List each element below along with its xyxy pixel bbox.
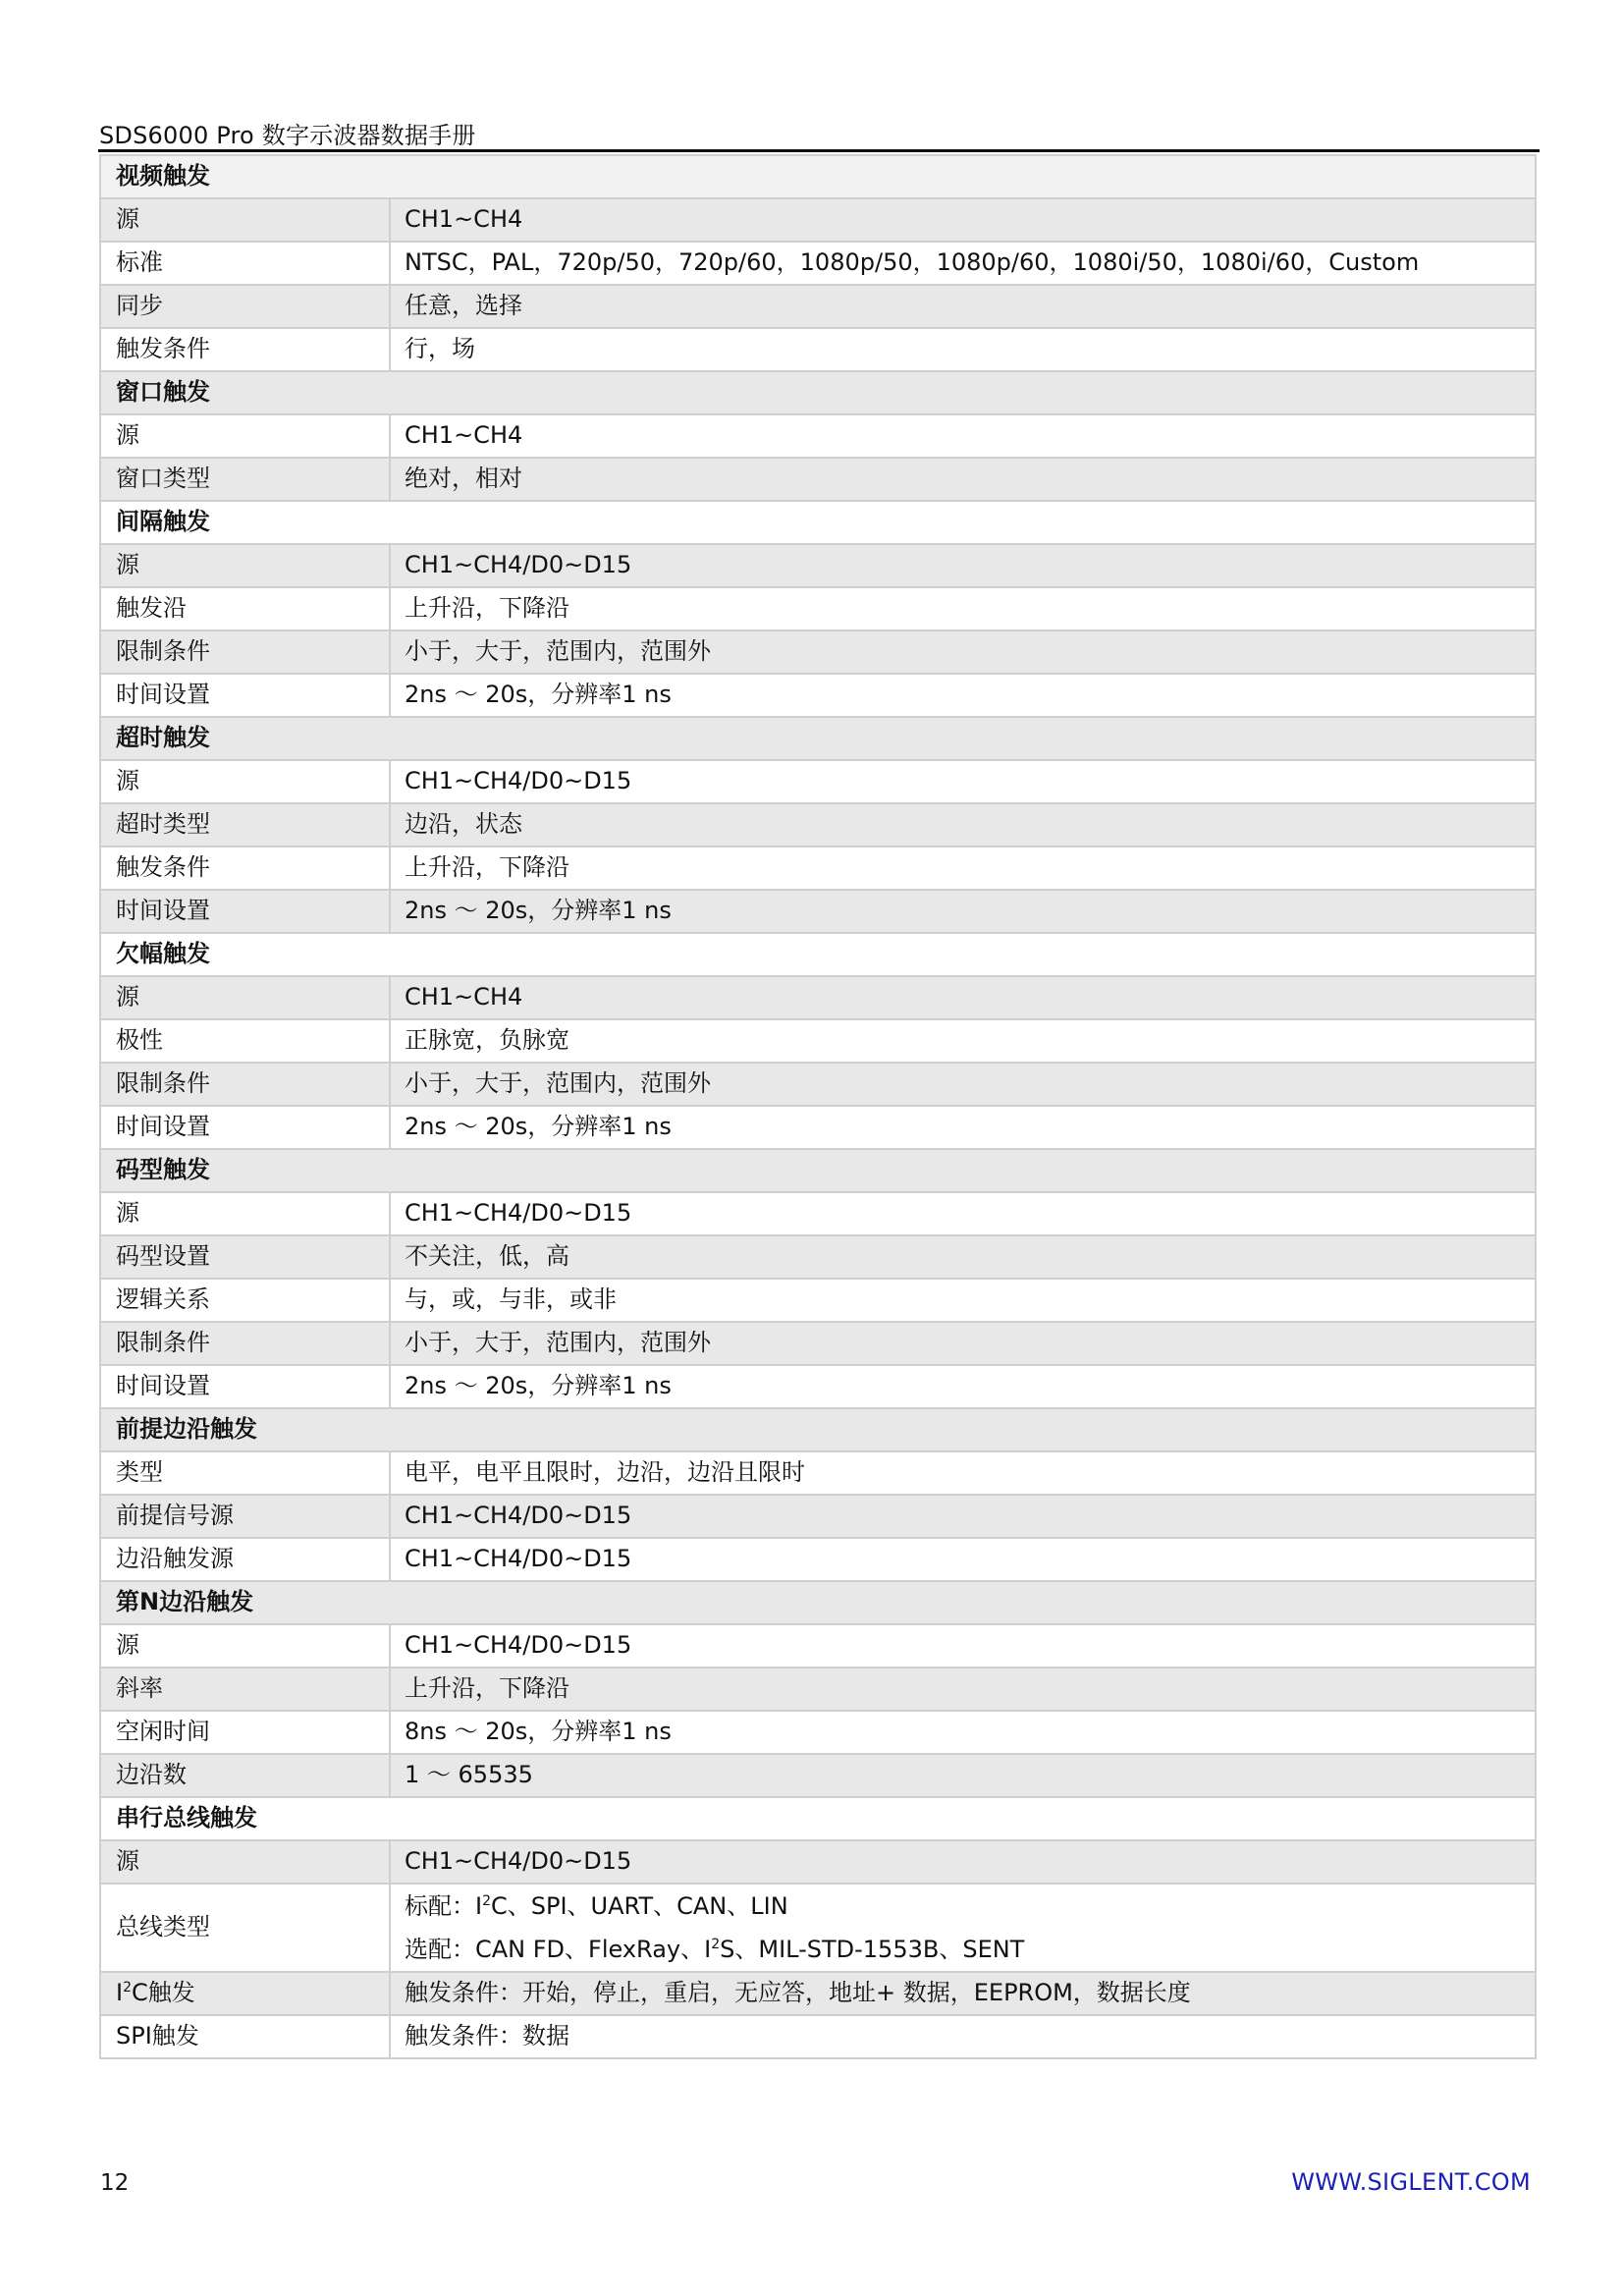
spec-value: 触发条件：开始，停止，重启，无应答，地址+ 数据，EEPROM，数据长度 — [390, 1972, 1536, 2015]
header-divider — [98, 149, 1540, 152]
spec-label: 源 — [100, 1624, 390, 1667]
spec-value: CH1~CH4 — [390, 976, 1536, 1019]
spec-value: 不关注，低，高 — [390, 1235, 1536, 1279]
spec-label: 时间设置 — [100, 674, 390, 717]
standard-bus-types: 标配：$I^2C$、SPI、UART、CAN、LIN — [405, 1892, 788, 1920]
table-row — [100, 414, 1536, 458]
spec-value: 上升沿，下降沿 — [390, 587, 1536, 630]
table-row — [100, 674, 1536, 717]
spec-value: CH1~CH4/D0~D15 — [390, 1840, 1536, 1884]
spec-value: 绝对，相对 — [390, 458, 1536, 501]
section-window-trigger — [100, 371, 1536, 414]
spec-value: CH1~CH4/D0~D15 — [390, 1192, 1536, 1235]
section-interval-trigger — [100, 501, 1536, 544]
spec-label: 边沿触发源 — [100, 1538, 390, 1581]
spec-value: CH1~CH4/D0~D15 — [390, 1495, 1536, 1538]
spec-label: 源 — [100, 1192, 390, 1235]
spec-value: 边沿，状态 — [390, 803, 1536, 847]
section-qualified-edge-trigger — [100, 1408, 1536, 1451]
spec-value: CH1~CH4/D0~D15 — [390, 1538, 1536, 1581]
table-row — [100, 1538, 1536, 1581]
table-row — [100, 1711, 1536, 1754]
table-row — [100, 890, 1536, 933]
spec-label: 窗口类型 — [100, 458, 390, 501]
table-row — [100, 847, 1536, 890]
spec-label: 超时类型 — [100, 803, 390, 847]
spec-label: $I^2C$触发 — [100, 1972, 390, 2015]
spec-label: 源 — [100, 414, 390, 458]
spec-value: NTSC，PAL，720p/50，720p/60，1080p/50，1080p/60，1080i/50，1080i/60，Custom — [390, 242, 1536, 285]
spec-label: 源 — [100, 976, 390, 1019]
spec-label: 码型设置 — [100, 1235, 390, 1279]
spec-label: 源 — [100, 544, 390, 587]
table-row — [100, 587, 1536, 630]
spec-label: 限制条件 — [100, 1063, 390, 1106]
spec-label: 源 — [100, 760, 390, 803]
table-row — [100, 1279, 1536, 1322]
section-title: 间隔触发 — [100, 501, 1536, 544]
table-row — [100, 1192, 1536, 1235]
spec-label: 时间设置 — [100, 890, 390, 933]
document-header: SDS6000 Pro 数字示波器数据手册 — [99, 122, 476, 149]
spec-value: 2ns ～ 20s，分辨率1 ns — [390, 890, 1536, 933]
spec-value: 行，场 — [390, 328, 1536, 371]
table-row — [100, 198, 1536, 242]
table-row — [100, 1754, 1536, 1797]
spec-value: 2ns ～ 20s，分辨率1 ns — [390, 1106, 1536, 1149]
spec-label: 限制条件 — [100, 1322, 390, 1365]
section-serial-bus-trigger — [100, 1797, 1536, 1840]
spec-label: 边沿数 — [100, 1754, 390, 1797]
section-title: 视频触发 — [100, 155, 1536, 198]
table-row — [100, 1884, 1536, 1972]
spec-label: 极性 — [100, 1019, 390, 1063]
table-row — [100, 328, 1536, 371]
spec-label: 空闲时间 — [100, 1711, 390, 1754]
spec-value — [390, 1884, 1536, 1972]
spec-label: 触发条件 — [100, 847, 390, 890]
table-row — [100, 1451, 1536, 1495]
spec-value: 上升沿，下降沿 — [390, 847, 1536, 890]
table-row — [100, 1972, 1536, 2015]
spec-label: 标准 — [100, 242, 390, 285]
spec-value: 电平，电平且限时，边沿，边沿且限时 — [390, 1451, 1536, 1495]
spec-label: 源 — [100, 1840, 390, 1884]
section-runt-trigger — [100, 933, 1536, 976]
spec-label: 时间设置 — [100, 1365, 390, 1408]
table-row — [100, 1667, 1536, 1711]
spec-value: CH1~CH4/D0~D15 — [390, 544, 1536, 587]
table-row — [100, 976, 1536, 1019]
section-title: 超时触发 — [100, 717, 1536, 760]
optional-bus-types: 选配：CAN FD、FlexRay、$I^2S$、MIL-STD-1553B、SENT — [405, 1936, 1025, 1963]
spec-value: 小于，大于，范围内，范围外 — [390, 1322, 1536, 1365]
spec-value: 与，或，与非，或非 — [390, 1279, 1536, 1322]
website-link[interactable]: WWW.SIGLENT.COM — [1291, 2168, 1531, 2196]
spec-value: 小于，大于，范围内，范围外 — [390, 630, 1536, 674]
table-row — [100, 242, 1536, 285]
section-title: 前提边沿触发 — [100, 1408, 1536, 1451]
spec-value: 触发条件：数据 — [390, 2015, 1536, 2058]
spec-value: 2ns ～ 20s，分辨率1 ns — [390, 1365, 1536, 1408]
table-row — [100, 630, 1536, 674]
table-row — [100, 2015, 1536, 2058]
table-row — [100, 1365, 1536, 1408]
trigger-spec-table — [99, 154, 1537, 2059]
table-row — [100, 285, 1536, 328]
table-row — [100, 544, 1536, 587]
spec-value: CH1~CH4/D0~D15 — [390, 1624, 1536, 1667]
spec-label: 类型 — [100, 1451, 390, 1495]
section-video-trigger — [100, 155, 1536, 198]
table-row — [100, 1235, 1536, 1279]
spec-label: 逻辑关系 — [100, 1279, 390, 1322]
spec-label: 时间设置 — [100, 1106, 390, 1149]
spec-label: 源 — [100, 198, 390, 242]
spec-label: 斜率 — [100, 1667, 390, 1711]
spec-value: 8ns ～ 20s，分辨率1 ns — [390, 1711, 1536, 1754]
spec-value: 2ns ～ 20s，分辨率1 ns — [390, 674, 1536, 717]
spec-label: 总线类型 — [100, 1884, 390, 1972]
spec-value: 正脉宽，负脉宽 — [390, 1019, 1536, 1063]
spec-label: 限制条件 — [100, 630, 390, 674]
section-title: 码型触发 — [100, 1149, 1536, 1192]
table-row — [100, 1019, 1536, 1063]
section-title: 欠幅触发 — [100, 933, 1536, 976]
table-row — [100, 1322, 1536, 1365]
table-row — [100, 458, 1536, 501]
page-number: 12 — [100, 2170, 130, 2196]
table-row — [100, 1495, 1536, 1538]
spec-label: 前提信号源 — [100, 1495, 390, 1538]
table-row — [100, 1063, 1536, 1106]
section-pattern-trigger — [100, 1149, 1536, 1192]
section-title: 第N边沿触发 — [100, 1581, 1536, 1624]
spec-value: 上升沿，下降沿 — [390, 1667, 1536, 1711]
spec-label: 同步 — [100, 285, 390, 328]
table-row — [100, 1624, 1536, 1667]
spec-value: CH1~CH4/D0~D15 — [390, 760, 1536, 803]
spec-label: 触发条件 — [100, 328, 390, 371]
section-title: 串行总线触发 — [100, 1797, 1536, 1840]
table-row — [100, 760, 1536, 803]
table-row — [100, 1106, 1536, 1149]
spec-value: CH1~CH4 — [390, 414, 1536, 458]
spec-value: 任意，选择 — [390, 285, 1536, 328]
spec-value: 1 ～ 65535 — [390, 1754, 1536, 1797]
spec-label: 触发沿 — [100, 587, 390, 630]
table-row — [100, 1840, 1536, 1884]
spec-value: 小于，大于，范围内，范围外 — [390, 1063, 1536, 1106]
section-timeout-trigger — [100, 717, 1536, 760]
table-row — [100, 803, 1536, 847]
spec-value: CH1~CH4 — [390, 198, 1536, 242]
spec-label: SPI触发 — [100, 2015, 390, 2058]
section-nth-edge-trigger — [100, 1581, 1536, 1624]
section-title: 窗口触发 — [100, 371, 1536, 414]
